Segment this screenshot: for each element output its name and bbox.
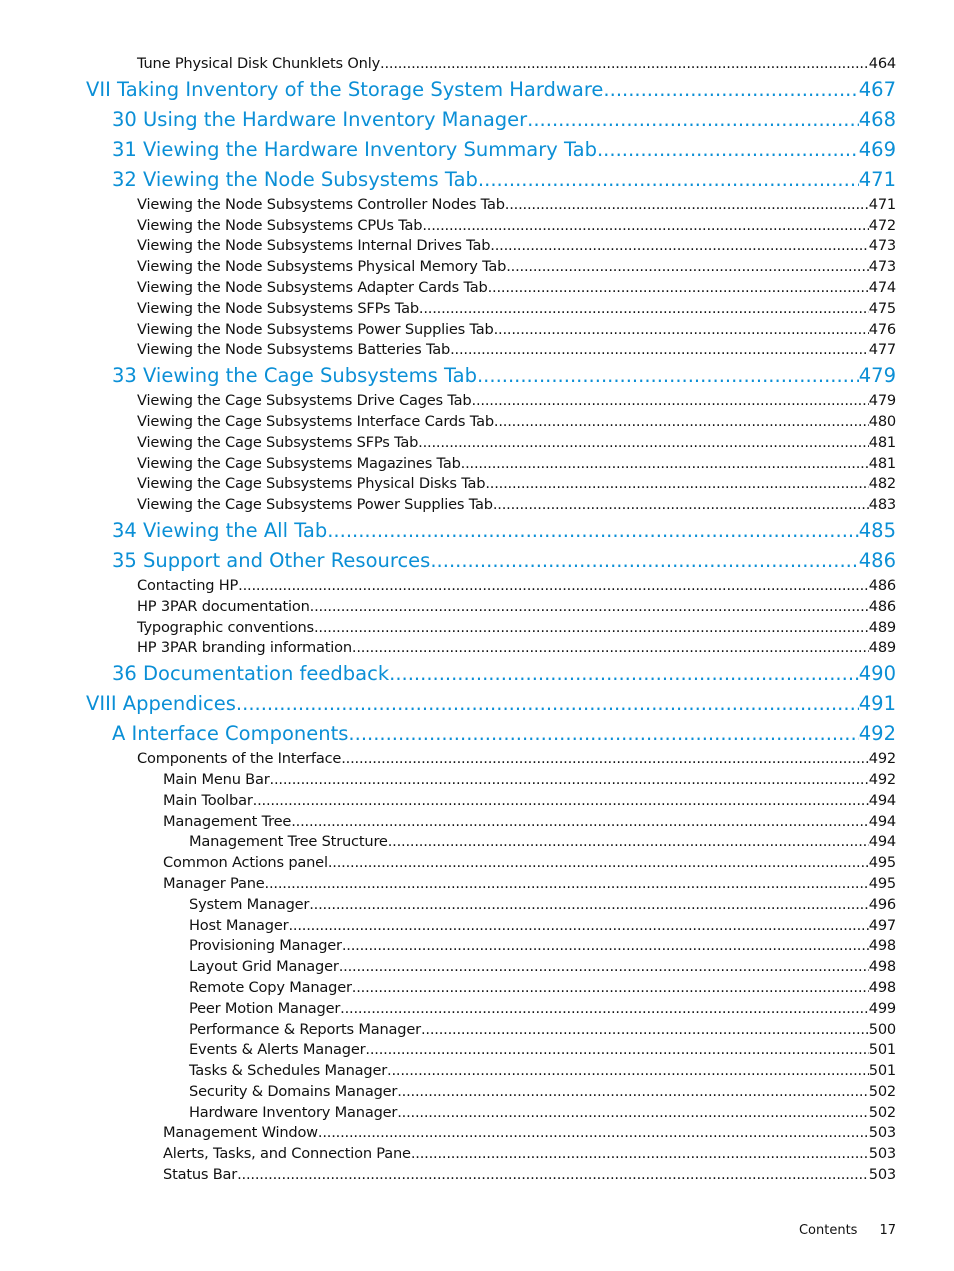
toc-entry-title: System Manager xyxy=(189,895,310,913)
toc-entry[interactable] xyxy=(0,320,954,341)
toc-entry-page: 467 xyxy=(858,77,896,101)
dot-leader xyxy=(389,659,859,689)
dot-leader xyxy=(418,433,869,454)
toc-entry-title: Manager Pane xyxy=(163,874,265,892)
toc-entry-page: 494 xyxy=(868,812,896,830)
dot-leader xyxy=(352,638,869,659)
toc-entry[interactable] xyxy=(0,618,954,639)
toc-entry[interactable] xyxy=(0,257,954,278)
dot-leader xyxy=(341,749,869,770)
dot-leader xyxy=(352,978,869,999)
toc-entry-page: 501 xyxy=(868,1062,896,1080)
toc-entry[interactable] xyxy=(0,340,954,361)
toc-entry-page: 492 xyxy=(858,722,896,746)
toc-entry-title: Viewing the Node Subsystems Adapter Cards Tab xyxy=(137,278,488,296)
toc-entry-page: 471 xyxy=(858,167,896,191)
toc-entry-title: 30 Using the Hardware Inventory Manager xyxy=(112,107,528,131)
toc-entry[interactable] xyxy=(0,495,954,516)
toc-entry-title: Hardware Inventory Manager xyxy=(189,1103,398,1121)
toc-heading-entry[interactable] xyxy=(0,546,954,576)
toc-entry-page: 473 xyxy=(868,258,896,276)
toc-heading-entry[interactable] xyxy=(0,135,954,165)
toc-entry-page: 477 xyxy=(868,341,896,359)
page-number: 17 xyxy=(879,1223,896,1238)
dot-leader xyxy=(493,495,869,516)
toc-heading-entry[interactable] xyxy=(0,165,954,195)
toc-entry-title: Provisioning Manager xyxy=(189,937,342,955)
toc-entry-title: Viewing the Node Subsystems Power Supplies Tab xyxy=(137,320,494,338)
toc-entry[interactable] xyxy=(0,832,954,853)
toc-heading-entry[interactable] xyxy=(0,105,954,135)
dot-leader xyxy=(506,257,869,278)
dot-leader xyxy=(288,916,868,937)
dot-leader xyxy=(461,454,869,475)
toc-entry-page: 490 xyxy=(858,662,896,686)
toc-entry-page: 485 xyxy=(858,518,896,542)
toc-entry[interactable] xyxy=(0,936,954,957)
toc-entry-title: Viewing the Node Subsystems CPUs Tab xyxy=(137,216,423,234)
toc-entry-title: Status Bar xyxy=(163,1166,238,1184)
toc-entry-page: 491 xyxy=(858,692,896,716)
toc-entry-title: Viewing the Node Subsystems SFPs Tab xyxy=(137,299,419,317)
dot-leader xyxy=(490,236,868,257)
toc-entry-page: 503 xyxy=(868,1124,896,1142)
toc-entry[interactable] xyxy=(0,978,954,999)
toc-entry-title: Typographic conventions xyxy=(137,618,314,636)
dot-leader xyxy=(397,1082,869,1103)
toc-entry-page: 496 xyxy=(868,895,896,913)
dot-leader xyxy=(327,516,859,546)
toc-entry-page: 503 xyxy=(868,1166,896,1184)
toc-entry-title: Common Actions panel xyxy=(163,854,328,872)
toc-entry[interactable] xyxy=(0,299,954,320)
dot-leader xyxy=(309,895,869,916)
toc-entry-title: 31 Viewing the Hardware Inventory Summary Tab xyxy=(112,137,597,161)
toc-entry-page: 492 xyxy=(868,750,896,768)
dot-leader xyxy=(603,75,858,105)
toc-entry-page: 479 xyxy=(868,392,896,410)
toc-entry-page: 502 xyxy=(868,1082,896,1100)
toc-entry-page: 473 xyxy=(868,237,896,255)
toc-entry[interactable] xyxy=(0,895,954,916)
toc-entry[interactable] xyxy=(0,812,954,833)
toc-heading-entry[interactable] xyxy=(0,361,954,391)
dot-leader xyxy=(339,957,869,978)
table-of-contents xyxy=(0,54,954,1186)
toc-entry-title: Viewing the Cage Subsystems Physical Disks Tab xyxy=(137,475,486,493)
toc-entry-page: 468 xyxy=(858,107,896,131)
dot-leader xyxy=(478,165,859,195)
toc-entry[interactable] xyxy=(0,749,954,770)
toc-entry-title: VIII Appendices xyxy=(86,692,236,716)
toc-entry-title: HP 3PAR branding information xyxy=(137,639,352,657)
dot-leader xyxy=(237,1165,869,1186)
toc-entry-title: Main Menu Bar xyxy=(163,770,270,788)
toc-entry-page: 495 xyxy=(868,854,896,872)
toc-entry-title: 36 Documentation feedback xyxy=(112,662,390,686)
toc-entry-page: 494 xyxy=(868,791,896,809)
dot-leader xyxy=(387,1061,869,1082)
toc-entry-page: 464 xyxy=(868,55,896,72)
toc-entry-title: Contacting HP xyxy=(137,576,239,594)
toc-entry-title: 33 Viewing the Cage Subsystems Tab xyxy=(112,364,477,388)
toc-entry[interactable] xyxy=(0,1020,954,1041)
toc-entry-page: 469 xyxy=(858,137,896,161)
toc-entry-title: Viewing the Cage Subsystems Magazines Tab xyxy=(137,454,461,472)
toc-entry[interactable] xyxy=(0,999,954,1020)
toc-heading-entry[interactable] xyxy=(0,719,954,749)
toc-entry-page: 486 xyxy=(858,548,896,572)
toc-entry-page: 498 xyxy=(868,978,896,996)
toc-entry-page: 480 xyxy=(868,412,896,430)
toc-entry[interactable] xyxy=(0,474,954,495)
dot-leader xyxy=(365,1040,868,1061)
toc-entry-title: Viewing the Cage Subsystems Interface Cards Tab xyxy=(137,412,494,430)
toc-entry-page: 483 xyxy=(868,496,896,514)
toc-entry[interactable] xyxy=(0,576,954,597)
dot-leader xyxy=(310,597,869,618)
toc-entry-page: 481 xyxy=(868,454,896,472)
toc-entry-title: Viewing the Node Subsystems Internal Drives Tab xyxy=(137,237,491,255)
toc-entry[interactable] xyxy=(0,1165,954,1186)
toc-heading-entry[interactable] xyxy=(0,659,954,689)
toc-entry[interactable] xyxy=(0,433,954,454)
dot-leader xyxy=(397,1103,869,1124)
page-footer xyxy=(799,1223,896,1238)
toc-entry-title: Host Manager xyxy=(189,916,289,934)
dot-leader xyxy=(328,853,869,874)
toc-entry-page: 492 xyxy=(868,770,896,788)
dot-leader xyxy=(419,299,869,320)
dot-leader xyxy=(318,1123,869,1144)
toc-entry-title: Viewing the Node Subsystems Controller Nodes Tab xyxy=(137,195,505,213)
toc-entry-title: 32 Viewing the Node Subsystems Tab xyxy=(112,167,478,191)
toc-entry-page: 481 xyxy=(868,433,896,451)
toc-entry-page: 499 xyxy=(868,999,896,1017)
dot-leader xyxy=(450,340,869,361)
toc-entry-title: 35 Support and Other Resources xyxy=(112,548,431,572)
toc-entry-page: 471 xyxy=(868,195,896,213)
toc-entry-title: Management Window xyxy=(163,1124,318,1142)
toc-entry-page: 479 xyxy=(858,364,896,388)
toc-entry-page: 472 xyxy=(868,216,896,234)
toc-entry[interactable] xyxy=(0,638,954,659)
toc-entry-page: 489 xyxy=(868,639,896,657)
toc-entry-page: 474 xyxy=(868,278,896,296)
toc-entry-page: 503 xyxy=(868,1145,896,1163)
toc-entry[interactable] xyxy=(0,791,954,812)
dot-leader xyxy=(236,689,859,719)
dot-leader xyxy=(505,195,869,216)
toc-entry-page: 475 xyxy=(868,299,896,317)
toc-entry-title: Management Tree Structure xyxy=(189,833,388,851)
toc-entry-page: 497 xyxy=(868,916,896,934)
dot-leader xyxy=(380,54,869,75)
toc-entry-title: Viewing the Cage Subsystems Power Supplies Tab xyxy=(137,496,493,514)
dot-leader xyxy=(527,105,859,135)
toc-entry-title: Viewing the Cage Subsystems Drive Cages Tab xyxy=(137,392,472,410)
dot-leader xyxy=(270,770,869,791)
toc-entry-title: HP 3PAR documentation xyxy=(137,597,310,615)
toc-entry[interactable] xyxy=(0,236,954,257)
toc-entry[interactable] xyxy=(0,391,954,412)
toc-entry-title: Tasks & Schedules Manager xyxy=(189,1062,388,1080)
toc-heading-entry[interactable] xyxy=(0,689,954,719)
dot-leader xyxy=(291,812,869,833)
toc-entry[interactable] xyxy=(0,597,954,618)
dot-leader xyxy=(472,391,869,412)
toc-entry-title: Events & Alerts Manager xyxy=(189,1041,366,1059)
toc-entry-title: Viewing the Cage Subsystems SFPs Tab xyxy=(137,433,419,451)
toc-entry-title: Performance & Reports Manager xyxy=(189,1020,421,1038)
toc-entry-page: 486 xyxy=(868,597,896,615)
toc-entry-title: Alerts, Tasks, and Connection Pane xyxy=(163,1145,411,1163)
toc-entry-page: 500 xyxy=(868,1020,896,1038)
toc-entry[interactable] xyxy=(0,1123,954,1144)
toc-heading-entry[interactable] xyxy=(0,75,954,105)
toc-entry-page: 498 xyxy=(868,937,896,955)
toc-entry[interactable] xyxy=(0,770,954,791)
dot-leader xyxy=(494,412,869,433)
toc-entry-title: VII Taking Inventory of the Storage System Hardware xyxy=(86,77,604,101)
toc-entry[interactable] xyxy=(0,957,954,978)
toc-entry[interactable] xyxy=(0,216,954,237)
toc-entry[interactable] xyxy=(0,916,954,937)
dot-leader xyxy=(314,618,869,639)
toc-entry-title: A Interface Components xyxy=(112,722,349,746)
toc-entry[interactable] xyxy=(0,1040,954,1061)
dot-leader xyxy=(430,546,858,576)
toc-entry-title: Peer Motion Manager xyxy=(189,999,341,1017)
dot-leader xyxy=(421,1020,869,1041)
footer-label: Contents xyxy=(798,1223,858,1238)
toc-entry-title: Viewing the Node Subsystems Batteries Tab xyxy=(137,341,451,359)
toc-entry-page: 495 xyxy=(868,874,896,892)
toc-entry[interactable] xyxy=(0,874,954,895)
toc-entry-title: Security & Domains Manager xyxy=(189,1082,398,1100)
toc-heading-entry[interactable] xyxy=(0,516,954,546)
toc-entry-page: 486 xyxy=(868,576,896,594)
dot-leader xyxy=(340,999,869,1020)
toc-entry-title: Components of the Interface xyxy=(137,750,342,768)
dot-leader xyxy=(411,1144,869,1165)
dot-leader xyxy=(485,474,868,495)
toc-entry-title: Remote Copy Manager xyxy=(189,978,352,996)
toc-entry[interactable] xyxy=(0,54,954,75)
dot-leader xyxy=(597,135,859,165)
dot-leader xyxy=(388,832,869,853)
dot-leader xyxy=(422,216,868,237)
toc-entry-title: Main Toolbar xyxy=(163,791,253,809)
dot-leader xyxy=(494,320,869,341)
toc-entry-title: Tune Physical Disk Chunklets Only xyxy=(137,55,381,72)
toc-entry[interactable] xyxy=(0,195,954,216)
dot-leader xyxy=(342,936,869,957)
toc-entry-page: 482 xyxy=(868,475,896,493)
toc-entry-title: Management Tree xyxy=(163,812,292,830)
toc-entry[interactable] xyxy=(0,1082,954,1103)
dot-leader xyxy=(348,719,858,749)
toc-entry-page: 498 xyxy=(868,958,896,976)
toc-entry-page: 501 xyxy=(868,1041,896,1059)
toc-entry[interactable] xyxy=(0,1144,954,1165)
toc-entry[interactable] xyxy=(0,278,954,299)
dot-leader xyxy=(253,791,869,812)
toc-entry-title: Viewing the Node Subsystems Physical Memory Tab xyxy=(137,258,507,276)
dot-leader xyxy=(477,361,859,391)
dot-leader xyxy=(265,874,869,895)
toc-entry-page: 502 xyxy=(868,1103,896,1121)
toc-entry-page: 489 xyxy=(868,618,896,636)
toc-entry[interactable] xyxy=(0,853,954,874)
toc-entry-title: Layout Grid Manager xyxy=(189,958,339,976)
dot-leader xyxy=(488,278,869,299)
toc-entry-page: 494 xyxy=(868,833,896,851)
toc-entry[interactable] xyxy=(0,454,954,475)
toc-entry-page: 476 xyxy=(868,320,896,338)
dot-leader xyxy=(238,576,869,597)
toc-entry[interactable] xyxy=(0,412,954,433)
toc-entry[interactable] xyxy=(0,1103,954,1124)
toc-entry-title: 34 Viewing the All Tab xyxy=(112,518,328,542)
toc-entry[interactable] xyxy=(0,1061,954,1082)
